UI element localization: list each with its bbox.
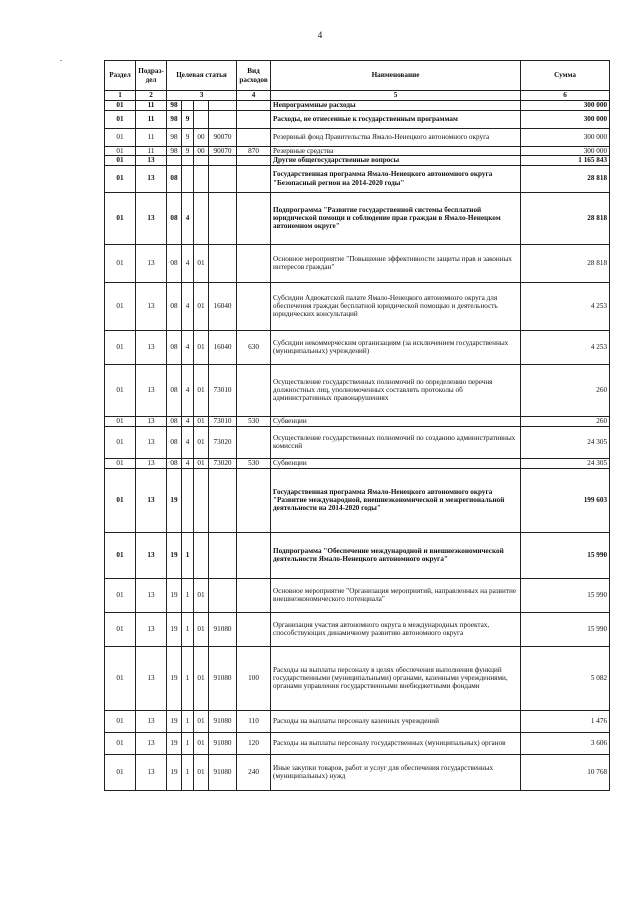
row-subprog: 4: [182, 192, 194, 244]
row-sum: 4 253: [521, 330, 610, 364]
row-podrazdel: 13: [136, 732, 167, 754]
row-razdel: 01: [105, 532, 136, 578]
row-name: Субсидии Адвокатской палате Ямало-Ненецкого автономного округа для обеспечения граждан бесплатной юридической помощью и деятельность юридических консультаций: [271, 282, 521, 330]
colnum-3: 3: [167, 91, 237, 101]
row-sum: 15 990: [521, 578, 610, 612]
header-summa: Сумма: [521, 61, 610, 91]
table-row: [105, 282, 610, 330]
row-sum: 300 000: [521, 129, 610, 147]
row-sum: 15 990: [521, 532, 610, 578]
row-mero: [194, 111, 209, 129]
row-vid: [237, 192, 271, 244]
row-sum: 1 165 843: [521, 156, 610, 165]
row-name: Расходы на выплаты персоналу казенных учреждений: [271, 710, 521, 732]
row-prog: 08: [167, 282, 182, 330]
row-code: 91080: [209, 754, 237, 790]
row-subprog: 4: [182, 330, 194, 364]
row-sum: 199 603: [521, 468, 610, 532]
row-vid: [237, 364, 271, 416]
row-prog: 98: [167, 111, 182, 129]
row-name: Подпрограмма "Развитие государственной системы бесплатной юридической помощи и соблюдение прав граждан в Ямало-Ненецком автономном округе": [271, 192, 521, 244]
row-name: Субвенции: [271, 458, 521, 468]
row-code: 91080: [209, 612, 237, 646]
row-name: Резервный фонд Правительства Ямало-Ненецкого автономного округа: [271, 129, 521, 147]
row-code: 73020: [209, 426, 237, 458]
row-razdel: 01: [105, 244, 136, 282]
row-name: Расходы на выплаты персоналу в целях обеспечения выполнения функций государственными (муниципальными) органами, казенными учреждениями, органами управления государственными внебюджетными фондами: [271, 646, 521, 710]
row-sum: 300 000: [521, 147, 610, 156]
table-row: [105, 710, 610, 732]
table-row: [105, 192, 610, 244]
row-sum: 15 990: [521, 612, 610, 646]
row-name: Расходы на выплаты персоналу государственных (муниципальных) органов: [271, 732, 521, 754]
row-prog: 08: [167, 330, 182, 364]
table-row: [105, 416, 610, 426]
row-vid: 100: [237, 646, 271, 710]
row-vid: [237, 612, 271, 646]
row-subprog: 9: [182, 129, 194, 147]
row-subprog: [182, 101, 194, 111]
row-code: [209, 111, 237, 129]
row-mero: 01: [194, 458, 209, 468]
row-prog: 19: [167, 710, 182, 732]
row-subprog: 4: [182, 364, 194, 416]
row-podrazdel: 13: [136, 282, 167, 330]
row-code: 73010: [209, 364, 237, 416]
row-name: Организация участия автономного округа в международных проектах, способствующих динамичному развитию автономного округа: [271, 612, 521, 646]
row-subprog: 9: [182, 147, 194, 156]
row-prog: 08: [167, 426, 182, 458]
row-razdel: 01: [105, 192, 136, 244]
row-subprog: [182, 156, 194, 165]
header-row: [105, 61, 610, 91]
row-mero: [194, 101, 209, 111]
row-code: [209, 101, 237, 111]
table-row: [105, 532, 610, 578]
row-vid: [237, 578, 271, 612]
row-subprog: 4: [182, 282, 194, 330]
row-sum: 24 305: [521, 426, 610, 458]
table-row: [105, 754, 610, 790]
row-subprog: 1: [182, 532, 194, 578]
row-name: Государственная программа Ямало-Ненецкого автономного округа "Развитие международной, внешнеэкономической и межрегиональной деятельности на 2014-2020 годы": [271, 468, 521, 532]
row-mero: [194, 532, 209, 578]
row-name: Непрограммные расходы: [271, 101, 521, 111]
colnum-1: 1: [105, 91, 136, 101]
row-subprog: 1: [182, 710, 194, 732]
row-podrazdel: 13: [136, 426, 167, 458]
row-name: Другие общегосударственные вопросы: [271, 156, 521, 165]
row-razdel: 01: [105, 612, 136, 646]
row-mero: 01: [194, 330, 209, 364]
row-podrazdel: 13: [136, 646, 167, 710]
row-code: 91080: [209, 710, 237, 732]
row-podrazdel: 13: [136, 710, 167, 732]
row-mero: 00: [194, 129, 209, 147]
row-mero: 01: [194, 244, 209, 282]
row-sum: 10 768: [521, 754, 610, 790]
row-podrazdel: 13: [136, 192, 167, 244]
row-code: 90070: [209, 129, 237, 147]
row-mero: 01: [194, 754, 209, 790]
row-code: [209, 468, 237, 532]
row-podrazdel: 13: [136, 612, 167, 646]
row-mero: 01: [194, 646, 209, 710]
row-subprog: 1: [182, 646, 194, 710]
row-razdel: 01: [105, 147, 136, 156]
row-sum: 28 818: [521, 244, 610, 282]
table-row: [105, 147, 610, 156]
row-subprog: 1: [182, 732, 194, 754]
row-name: Иные закупки товаров, работ и услуг для обеспечения государственных (муниципальных) нужд: [271, 754, 521, 790]
row-podrazdel: 11: [136, 129, 167, 147]
row-subprog: 4: [182, 458, 194, 468]
row-vid: [237, 111, 271, 129]
row-prog: 19: [167, 646, 182, 710]
row-vid: 110: [237, 710, 271, 732]
row-name: Осуществление государственных полномочий по созданию административных комиссий: [271, 426, 521, 458]
row-prog: 08: [167, 192, 182, 244]
row-mero: 01: [194, 578, 209, 612]
row-subprog: [182, 165, 194, 192]
row-prog: 19: [167, 754, 182, 790]
header-podrazdel: Подраз- дел: [136, 61, 167, 91]
row-vid: [237, 156, 271, 165]
row-mero: [194, 156, 209, 165]
row-code: 16040: [209, 282, 237, 330]
row-code: 16040: [209, 330, 237, 364]
row-name: Осуществление государственных полномочий по определению перечня должностных лиц, уполномоченных составлять протоколы об административных правонарушениях: [271, 364, 521, 416]
row-prog: [167, 156, 182, 165]
row-razdel: 01: [105, 330, 136, 364]
row-sum: 300 000: [521, 111, 610, 129]
row-vid: [237, 282, 271, 330]
row-prog: 19: [167, 532, 182, 578]
row-code: 91080: [209, 646, 237, 710]
row-podrazdel: 11: [136, 147, 167, 156]
table-row: [105, 458, 610, 468]
row-sum: 28 818: [521, 192, 610, 244]
row-vid: 530: [237, 458, 271, 468]
row-code: [209, 578, 237, 612]
row-vid: [237, 165, 271, 192]
row-razdel: 01: [105, 468, 136, 532]
row-podrazdel: 13: [136, 364, 167, 416]
row-subprog: 4: [182, 244, 194, 282]
row-podrazdel: 13: [136, 165, 167, 192]
table-row: [105, 330, 610, 364]
row-subprog: 9: [182, 111, 194, 129]
header-vid-rashodov: Вид расходов: [237, 61, 271, 91]
row-code: [209, 532, 237, 578]
row-razdel: 01: [105, 165, 136, 192]
row-sum: 5 082: [521, 646, 610, 710]
row-vid: 120: [237, 732, 271, 754]
row-mero: [194, 165, 209, 192]
row-vid: [237, 426, 271, 458]
row-prog: 08: [167, 244, 182, 282]
row-subprog: 1: [182, 578, 194, 612]
row-code: 73010: [209, 416, 237, 426]
row-razdel: 01: [105, 111, 136, 129]
row-vid: 530: [237, 416, 271, 426]
row-code: 90070: [209, 147, 237, 156]
row-podrazdel: 11: [136, 101, 167, 111]
row-podrazdel: 13: [136, 468, 167, 532]
colnum-6: 6: [521, 91, 610, 101]
row-sum: 28 818: [521, 165, 610, 192]
row-code: 73020: [209, 458, 237, 468]
row-razdel: 01: [105, 129, 136, 147]
row-razdel: 01: [105, 416, 136, 426]
row-prog: 19: [167, 578, 182, 612]
row-mero: 01: [194, 710, 209, 732]
page-number: 4: [317, 30, 323, 40]
table-body: [105, 101, 610, 791]
table-row: [105, 129, 610, 147]
table-row: [105, 244, 610, 282]
row-razdel: 01: [105, 458, 136, 468]
row-vid: [237, 101, 271, 111]
row-mero: 01: [194, 426, 209, 458]
row-sum: 260: [521, 416, 610, 426]
row-vid: [237, 244, 271, 282]
row-name: Основное мероприятие "Организация мероприятий, направленных на развитие внешнеэкономического потенциала": [271, 578, 521, 612]
row-podrazdel: 13: [136, 754, 167, 790]
row-podrazdel: 13: [136, 416, 167, 426]
row-prog: 08: [167, 165, 182, 192]
row-name: Субвенции: [271, 416, 521, 426]
row-prog: 08: [167, 458, 182, 468]
header-naimenovanie: Наименование: [271, 61, 521, 91]
table-row: [105, 612, 610, 646]
row-name: Субсидии некоммерческим организациям (за исключением государственных (муниципальных) учреждений): [271, 330, 521, 364]
row-subprog: 4: [182, 416, 194, 426]
row-prog: 19: [167, 732, 182, 754]
row-podrazdel: 13: [136, 458, 167, 468]
row-prog: 98: [167, 147, 182, 156]
table-row: [105, 578, 610, 612]
row-subprog: 1: [182, 612, 194, 646]
row-razdel: 01: [105, 710, 136, 732]
row-razdel: 01: [105, 754, 136, 790]
row-vid: 240: [237, 754, 271, 790]
row-mero: 01: [194, 612, 209, 646]
row-code: [209, 165, 237, 192]
row-mero: 01: [194, 282, 209, 330]
row-name: Резервные средства: [271, 147, 521, 156]
row-razdel: 01: [105, 364, 136, 416]
table-row: [105, 426, 610, 458]
row-razdel: 01: [105, 426, 136, 458]
row-code: [209, 156, 237, 165]
row-subprog: [182, 468, 194, 532]
row-mero: 01: [194, 364, 209, 416]
column-numbers-row: [105, 91, 610, 101]
row-prog: 19: [167, 468, 182, 532]
row-mero: 01: [194, 416, 209, 426]
row-code: [209, 192, 237, 244]
colnum-2: 2: [136, 91, 167, 101]
table-row: [105, 111, 610, 129]
row-podrazdel: 13: [136, 578, 167, 612]
row-mero: 01: [194, 732, 209, 754]
row-name: Подпрограмма "Обеспечение международной и внешнеэкономической деятельности Ямало-Ненецкого автономного округа": [271, 532, 521, 578]
row-mero: 00: [194, 147, 209, 156]
row-name: Расходы, не отнесенные к государственным программам: [271, 111, 521, 129]
table-row: [105, 165, 610, 192]
row-code: 91080: [209, 732, 237, 754]
row-vid: 870: [237, 147, 271, 156]
row-podrazdel: 13: [136, 156, 167, 165]
row-sum: 300 000: [521, 101, 610, 111]
row-subprog: 1: [182, 754, 194, 790]
row-sum: 1 476: [521, 710, 610, 732]
row-razdel: 01: [105, 646, 136, 710]
row-mero: [194, 468, 209, 532]
table-row: [105, 468, 610, 532]
row-sum: 4 253: [521, 282, 610, 330]
row-prog: 19: [167, 612, 182, 646]
row-sum: 3 606: [521, 732, 610, 754]
table-row: [105, 646, 610, 710]
row-razdel: 01: [105, 101, 136, 111]
row-vid: [237, 532, 271, 578]
colnum-5: 5: [271, 91, 521, 101]
row-prog: 98: [167, 101, 182, 111]
header-razdel: Раздел: [105, 61, 136, 91]
colnum-4: 4: [237, 91, 271, 101]
row-name: Государственная программа Ямало-Ненецкого автономного округа "Безопасный регион на 2014-2020 годы": [271, 165, 521, 192]
row-name: Основное мероприятие "Повышение эффективности защиты прав и законных интересов граждан": [271, 244, 521, 282]
row-razdel: 01: [105, 282, 136, 330]
row-sum: 24 305: [521, 458, 610, 468]
table-row: [105, 732, 610, 754]
table-row: [105, 156, 610, 165]
row-sum: 260: [521, 364, 610, 416]
table-row: [105, 364, 610, 416]
row-razdel: 01: [105, 732, 136, 754]
row-podrazdel: 13: [136, 532, 167, 578]
row-vid: 630: [237, 330, 271, 364]
row-vid: [237, 129, 271, 147]
row-razdel: 01: [105, 578, 136, 612]
row-prog: 98: [167, 129, 182, 147]
row-razdel: 01: [105, 156, 136, 165]
margin-mark: .: [60, 54, 62, 63]
row-vid: [237, 468, 271, 532]
table-row: [105, 101, 610, 111]
row-prog: 08: [167, 364, 182, 416]
row-subprog: 4: [182, 426, 194, 458]
row-podrazdel: 13: [136, 244, 167, 282]
row-podrazdel: 13: [136, 330, 167, 364]
row-prog: 08: [167, 416, 182, 426]
row-mero: [194, 192, 209, 244]
row-code: [209, 244, 237, 282]
row-podrazdel: 11: [136, 111, 167, 129]
header-celevaya-statya: Целевая статья: [167, 61, 237, 91]
budget-table: [104, 60, 610, 791]
